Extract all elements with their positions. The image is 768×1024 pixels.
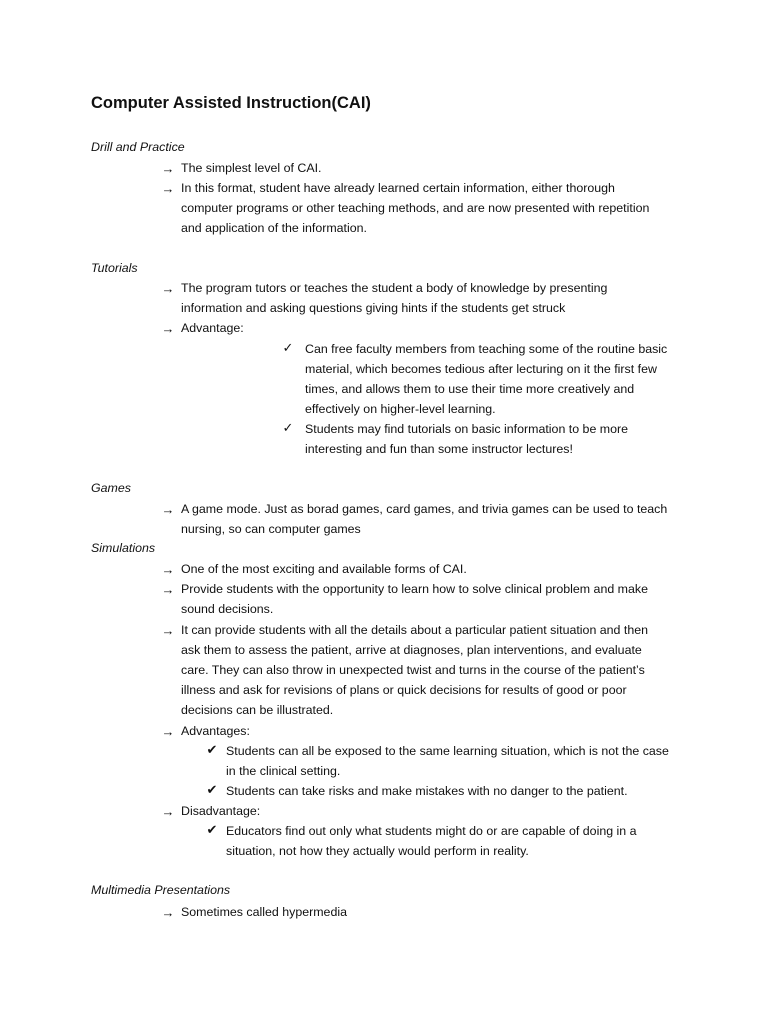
arrow-bullet-icon: → bbox=[161, 181, 175, 196]
checkmark-icon: ✔ bbox=[206, 782, 218, 797]
bullet-text: The simplest level of CAI. bbox=[181, 161, 322, 175]
sub-bullet-text: Can free faculty members from teaching some of the routine basic bbox=[305, 342, 668, 356]
bullet-text: ask them to assess the patient, arrive at diagnoses, plan interventions, and evaluate bbox=[181, 643, 642, 657]
checkmark-icon: ✔ bbox=[206, 742, 218, 757]
sub-bullet-text: Students can take risks and make mistakes with no danger to the patient. bbox=[226, 784, 628, 798]
arrow-bullet-icon: → bbox=[161, 905, 175, 920]
arrow-bullet-icon: → bbox=[161, 582, 175, 597]
sub-bullet-text: effectively on higher-level learning. bbox=[305, 402, 496, 416]
section-heading-multimedia: Multimedia Presentations bbox=[91, 883, 231, 897]
checkmark-icon: ✓ bbox=[282, 340, 294, 355]
checkmark-icon: ✓ bbox=[282, 420, 294, 435]
bullet-text: sound decisions. bbox=[181, 602, 274, 616]
arrow-bullet-icon: → bbox=[161, 281, 175, 296]
bullet-text: It can provide students with all the details about a particular patient situation and then bbox=[181, 623, 649, 637]
sub-bullet-text: times, and allows them to use their time more creatively and bbox=[305, 382, 635, 396]
bullet-text: decisions can be illustrated. bbox=[181, 703, 334, 717]
arrow-bullet-icon: → bbox=[161, 804, 175, 819]
section-heading-drill: Drill and Practice bbox=[91, 140, 185, 154]
bullet-text: illness and ask for revisions of plans or quick decisions for results of good or poor bbox=[181, 683, 627, 697]
sub-bullet-text: in the clinical setting. bbox=[226, 764, 341, 778]
checkmark-icon: ✔ bbox=[206, 822, 218, 837]
section-heading-tutorials: Tutorials bbox=[91, 261, 138, 275]
section-heading-games: Games bbox=[91, 481, 131, 495]
sub-bullet-text: Students can all be exposed to the same learning situation, which is not the case bbox=[226, 744, 669, 758]
sub-bullet-text: Students may find tutorials on basic information to be more bbox=[305, 422, 629, 436]
bullet-text: Disadvantage: bbox=[181, 804, 261, 818]
arrow-bullet-icon: → bbox=[161, 321, 175, 336]
bullet-text: A game mode. Just as borad games, card games, and trivia games can be used to teach bbox=[181, 502, 668, 516]
arrow-bullet-icon: → bbox=[161, 724, 175, 739]
arrow-bullet-icon: → bbox=[161, 161, 175, 176]
bullet-text: The program tutors or teaches the student a body of knowledge by presenting bbox=[181, 281, 608, 295]
sub-bullet-text: Educators find out only what students might do or are capable of doing in a bbox=[226, 824, 637, 838]
page-title: Computer Assisted Instruction(CAI) bbox=[91, 94, 371, 112]
bullet-text: and application of the information. bbox=[181, 221, 367, 235]
bullet-text: Advantages: bbox=[181, 724, 250, 738]
arrow-bullet-icon: → bbox=[161, 623, 175, 638]
bullet-text: In this format, student have already learned certain information, either thorough bbox=[181, 181, 615, 195]
bullet-text: nursing, so can computer games bbox=[181, 522, 361, 536]
sub-bullet-text: material, which becomes tedious after lecturing on it the first few bbox=[305, 362, 657, 376]
bullet-text: computer programs or other teaching methods, and are now presented with repetition bbox=[181, 201, 650, 215]
bullet-text: information and asking questions giving hints if the students get struck bbox=[181, 301, 566, 315]
bullet-text: Provide students with the opportunity to learn how to solve clinical problem and make bbox=[181, 582, 648, 596]
bullet-text: Sometimes called hypermedia bbox=[181, 905, 347, 919]
arrow-bullet-icon: → bbox=[161, 562, 175, 577]
bullet-text: care. They can also throw in unexpected twist and turns in the course of the patient’s bbox=[181, 663, 645, 677]
bullet-text: One of the most exciting and available forms of CAI. bbox=[181, 562, 467, 576]
arrow-bullet-icon: → bbox=[161, 502, 175, 517]
section-heading-simulations: Simulations bbox=[91, 541, 156, 555]
sub-bullet-text: interesting and fun than some instructor lectures! bbox=[305, 442, 573, 456]
bullet-text: Advantage: bbox=[181, 321, 244, 335]
sub-bullet-text: situation, not how they actually would perform in reality. bbox=[226, 844, 529, 858]
